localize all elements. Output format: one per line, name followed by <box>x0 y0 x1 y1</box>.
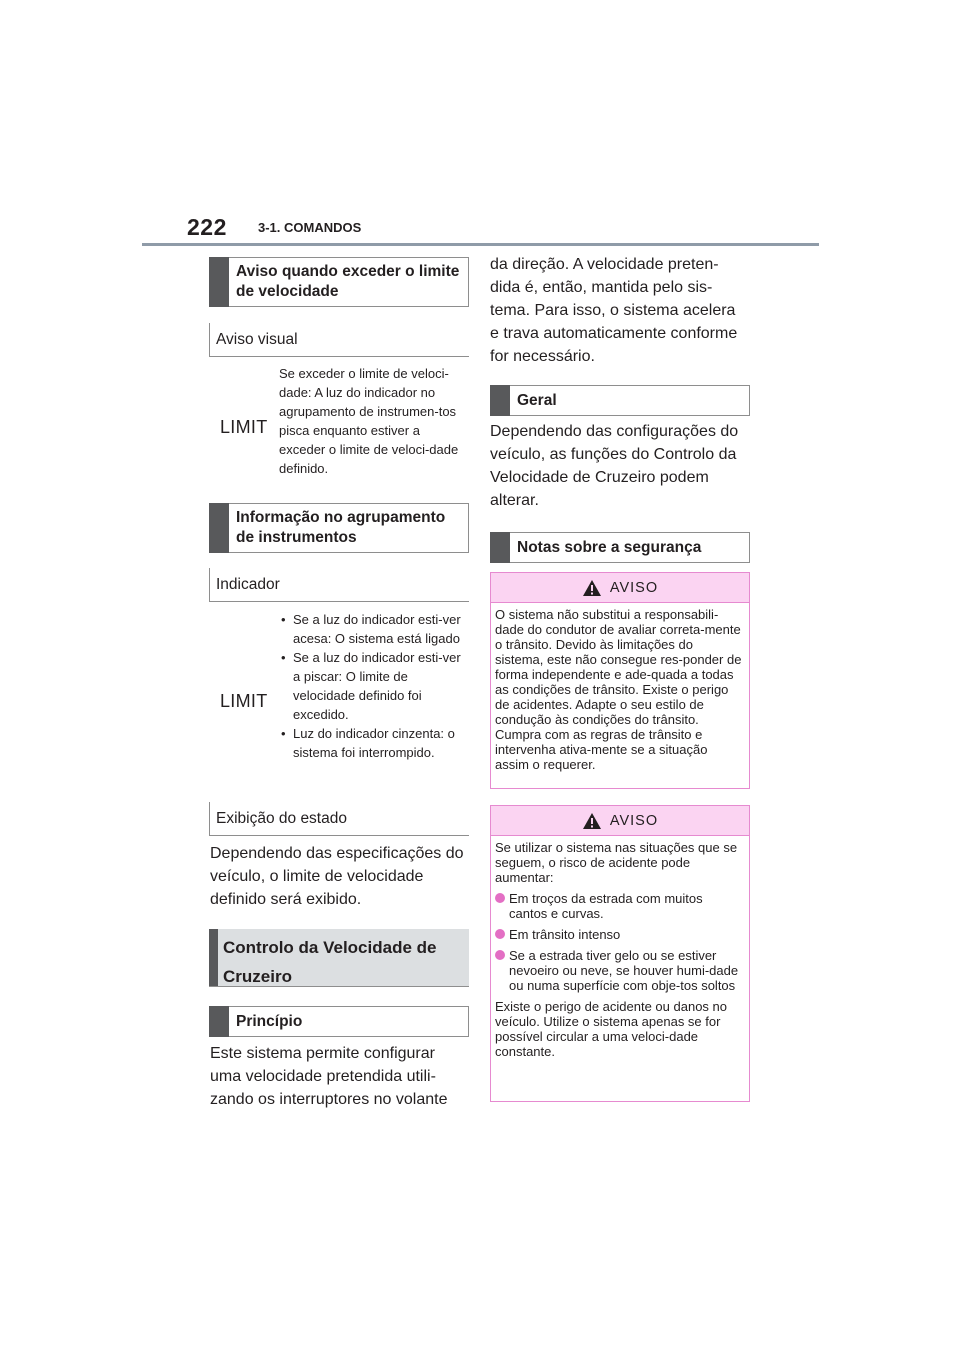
heading-bar <box>209 929 218 986</box>
list-item: • Se a luz do indicador esti-ver a piscar: O limite de velocidade definido foi excedido. <box>281 648 467 724</box>
cruise-control-heading: Controlo da Velocidade de Cruzeiro <box>209 929 469 987</box>
heading-bar <box>209 257 229 307</box>
warning-header <box>491 573 749 603</box>
list-item: Se a estrada tiver gelo ou se estiver nevoeiro ou neve, se houver humi-dade ou numa superfície com obje-tos soltos <box>495 948 744 993</box>
principle-text: Este sistema permite configurar uma velocidade pretendida utili-zando os interruptores no volante <box>210 1045 448 1108</box>
list-item: • Se a luz do indicador esti-ver acesa: O sistema está ligado <box>281 610 467 648</box>
warning-triangle-icon <box>582 579 602 597</box>
indicator-list <box>281 610 467 762</box>
safety-notes-heading: Notas sobre a segurança <box>490 532 750 563</box>
principle-heading: Princípio <box>209 1006 469 1037</box>
speed-warning-heading: Aviso quando exceder o limite de velocidade <box>209 257 469 307</box>
bullet-dot-icon <box>495 950 505 960</box>
visual-warning-heading: Aviso visual <box>209 323 469 357</box>
general-text: Dependendo das configurações do veículo, as funções do Controlo da Velocidade de Cruzeiro podem alterar. <box>490 423 739 509</box>
warning-box <box>490 805 750 1102</box>
status-display-heading: Exibição do estado <box>209 802 469 836</box>
warning-intro: Se utilizar o sistema nas situações que se seguem, o risco de acidente pode aumentar: <box>495 840 738 885</box>
page-number: 222 <box>187 214 227 240</box>
limit-indicator-icon: LIMIT <box>220 417 268 437</box>
warning-box <box>490 572 750 789</box>
bullet-dot-icon <box>495 893 505 903</box>
list-item: • Luz do indicador cinzenta: o sistema foi interrompido. <box>281 724 467 762</box>
header-divider <box>142 243 819 246</box>
warning-header <box>491 806 749 836</box>
general-heading: Geral <box>490 385 750 416</box>
indicator-heading: Indicador <box>209 568 469 602</box>
heading-bar <box>490 532 510 563</box>
list-item: Em trânsito intenso <box>495 927 744 942</box>
status-text: Dependendo das especificações do veículo, o limite de velocidade definido será exibido. <box>210 845 464 908</box>
warning-content <box>491 836 749 1071</box>
warning-outro: Existe o perigo de acidente ou danos no veículo. Utilize o sistema apenas se for possível circular a uma veloci-dade constante. <box>495 999 728 1059</box>
cluster-info-heading: Informação no agrupamento de instrumentos <box>209 503 469 553</box>
heading-bar <box>490 385 510 416</box>
continued-text: da direção. A velocidade preten-dida é, então, mantida pelo sis-tema. Para isso, o sistema acelera e trava automaticamente conforme for necessário. <box>490 256 738 365</box>
warning-text: O sistema não substitui a responsabili-dade do condutor de avaliar correta-mente o trânsito. Devido às limitações do sistema, este não consegue res-ponder de forma independente e ade-quada a todas as condições de trânsito. Existe o perigo de acidentes. Adapte o seu estilo de condução às condições do trânsito. Cumpra com as regras de trânsito e intervenha ativa-mente se a situação assim o requerer. <box>495 607 742 772</box>
warning-title: AVISO <box>609 812 659 829</box>
heading-bar <box>209 503 229 553</box>
bullet-dot-icon <box>495 929 505 939</box>
list-item: Em troços da estrada com muitos cantos e curvas. <box>495 891 744 921</box>
warning-triangle-icon <box>582 812 602 830</box>
heading-bar <box>209 1006 229 1037</box>
visual-warning-text: Se exceder o limite de veloci-dade: A luz do indicador no agrupamento de instrumen-tos pisca enquanto estiver a exceder o limite de veloci-dade definido. <box>279 366 459 476</box>
warning-title: AVISO <box>609 579 659 596</box>
section-title: 3-1. COMANDOS <box>258 220 362 235</box>
limit-indicator-icon: LIMIT <box>220 691 268 711</box>
